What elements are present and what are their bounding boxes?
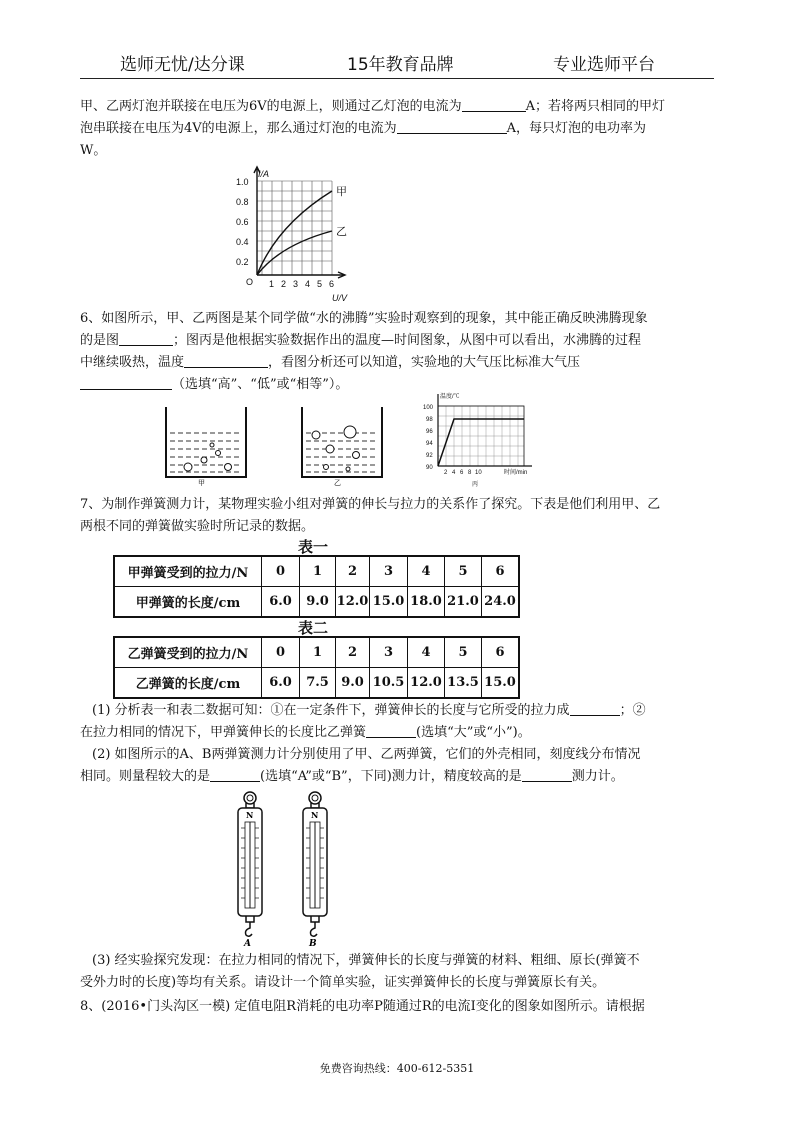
temp-x-tick: 2 <box>444 470 448 476</box>
iu-x-tick: 3 <box>293 279 299 289</box>
temp-x-tick: 8 <box>468 470 472 476</box>
iu-y-tick: 0.6 <box>236 217 249 227</box>
table-cell: 乙弹簧的长度/cm <box>114 668 262 699</box>
table-cell: 12.0 <box>336 587 370 618</box>
table2 <box>113 636 520 699</box>
q7-intro1: 7、为制作弹簧测力计，某物理实验小组对弹簧的伸长与拉力的关系作了探究。下表是他们利用甲、乙 <box>80 497 661 512</box>
table-cell: 4 <box>408 556 445 587</box>
temp-x-tick: 10 <box>475 470 482 476</box>
iu-x-tick: 2 <box>281 279 287 289</box>
iu-origin: O <box>246 277 254 287</box>
temp-y-tick: 100 <box>423 405 434 411</box>
temp-x-tick: 6 <box>460 470 464 476</box>
temp-graph <box>420 386 546 494</box>
curve-label-jia: 甲 <box>336 186 347 198</box>
iu-x-tick: 6 <box>329 279 335 289</box>
table-cell: 3 <box>370 637 408 668</box>
q6-line4: （选填“高”、“低”或“相等”）。 <box>80 374 714 396</box>
iu-y-tick: 1.0 <box>236 177 249 187</box>
spring-scale-a <box>230 788 280 948</box>
table-cell: 0 <box>262 556 300 587</box>
iu-x-tick: 1 <box>269 279 275 289</box>
temp-y-label: 温度/℃ <box>440 394 460 400</box>
q5-line1: 甲、乙两灯泡并联接在电压为6V的电源上，则通过乙灯泡的电流为 A；若将两只相同的甲灯 <box>80 99 666 114</box>
scale-label: B <box>309 939 317 948</box>
temp-x-tick: 4 <box>452 470 456 476</box>
beaker-jia <box>160 405 260 487</box>
table-cell: 6.0 <box>262 587 300 618</box>
iu-y-label: I/A <box>258 169 270 179</box>
iu-y-tick: 0.4 <box>236 237 249 247</box>
table2-caption: 表二 <box>298 619 329 637</box>
q5-line3: W。 <box>80 143 107 158</box>
q5-line2: 泡串联接在电压为4V的电源上，那么通过灯泡的电流为 A，每只灯泡的电功率为 <box>80 121 647 136</box>
scale-unit: N <box>246 810 254 820</box>
table-cell: 9.0 <box>336 668 370 699</box>
q7-intro2: 两根不同的弹簧做实验时所记录的数据。 <box>80 519 315 534</box>
table1 <box>113 555 520 618</box>
table-cell: 1 <box>300 637 336 668</box>
table-row <box>114 668 519 699</box>
beaker-label: 乙 <box>334 479 341 487</box>
table-cell: 15.0 <box>482 668 520 699</box>
table-cell: 5 <box>445 556 482 587</box>
table-cell: 2 <box>336 556 370 587</box>
header-divider <box>80 78 714 79</box>
table-cell: 6 <box>482 637 520 668</box>
iu-y-tick: 0.8 <box>236 197 249 207</box>
q7-part2-line2: 相同。则量程较大的是 (选填“A”或“B”，下同)测力计，精度较高的是 测力计。 <box>80 769 624 784</box>
table-cell: 3 <box>370 556 408 587</box>
table-cell: 4 <box>408 637 445 668</box>
header-center: 15年教育品牌 <box>347 55 454 75</box>
temp-fig-label: 丙 <box>472 482 479 488</box>
table-cell: 24.0 <box>482 587 520 618</box>
iu-graph <box>232 163 362 305</box>
table-cell: 甲弹簧的长度/cm <box>114 587 262 618</box>
table-cell: 9.0 <box>300 587 336 618</box>
table-cell: 7.5 <box>300 668 336 699</box>
table-cell: 15.0 <box>370 587 408 618</box>
table-cell: 18.0 <box>408 587 445 618</box>
q6-line2: 的是图 ；图丙是他根据实验数据作出的温度—时间图象，从图中可以看出，水沸腾的过程 <box>80 333 642 348</box>
q6-line1: 6、如图所示，甲、乙两图是某个同学做“水的沸腾”实验时观察到的现象，其中能正确反映沸腾现象 <box>80 311 648 326</box>
temp-y-tick: 92 <box>426 453 433 459</box>
table-cell: 乙弹簧受到的拉力/N <box>114 637 262 668</box>
temp-y-tick: 98 <box>426 417 433 423</box>
footer-hotline: 免费咨询热线：400-612-5351 <box>319 1062 475 1075</box>
beaker-yi <box>296 405 396 487</box>
beaker-label: 甲 <box>198 479 205 487</box>
scale-label: A <box>244 939 251 948</box>
q7-part1-line2: 在拉力相同的情况下，甲弹簧伸长的长度比乙弹簧 (选填“大”或“小”)。 <box>80 725 531 740</box>
q6-line3: 中继续吸热，温度 ，看图分析还可以知道，实验地的大气压比标准大气压 <box>80 355 581 370</box>
iu-grid <box>257 181 332 275</box>
header-left: 选师无忧/达分课 <box>120 55 245 75</box>
curve-label-yi: 乙 <box>336 226 347 238</box>
q7-part3-line1: (3) 经实验探究发现：在拉力相同的情况下，弹簧伸长的长度与弹簧的材料、粗细、原长(弹簧不 <box>92 953 640 968</box>
table-cell: 6 <box>482 556 520 587</box>
temp-y-tick: 90 <box>426 465 433 471</box>
scale-unit: N <box>311 810 319 820</box>
iu-x-label: U/V <box>332 293 348 303</box>
iu-x-tick: 5 <box>317 279 323 289</box>
q7-part3-line2: 受外力时的长度)等均有关系。请设计一个简单实验，证实弹簧伸长的长度与弹簧原长有关。 <box>80 975 606 990</box>
temp-grid <box>438 406 524 466</box>
table-cell: 12.0 <box>408 668 445 699</box>
table-cell: 2 <box>336 637 370 668</box>
table-row <box>114 637 519 668</box>
iu-y-tick: 0.2 <box>236 257 249 267</box>
table-cell: 13.5 <box>445 668 482 699</box>
table-row <box>114 587 519 618</box>
q7-part1-line1: (1) 分析表一和表二数据可知：①在一定条件下，弹簧伸长的长度与它所受的拉力成 ；② <box>92 703 646 718</box>
spring-scale-b <box>295 788 345 948</box>
table-cell: 1 <box>300 556 336 587</box>
header-right: 专业选师平台 <box>553 55 655 75</box>
table-cell: 甲弹簧受到的拉力/N <box>114 556 262 587</box>
table1-caption: 表一 <box>298 538 329 556</box>
q7-part2-line1: (2) 如图所示的A、B两弹簧测力计分别使用了甲、乙两弹簧，它们的外壳相同，刻度线分布情况 <box>92 747 641 762</box>
temp-y-tick: 96 <box>426 429 433 435</box>
table-cell: 10.5 <box>370 668 408 699</box>
temp-y-tick: 94 <box>426 441 433 447</box>
iu-x-tick: 4 <box>305 279 311 289</box>
q8-line1: 8、(2016•门头沟区一模) 定值电阻R消耗的电功率P随通过R的电流I变化的图象如图所示。请根据 <box>80 999 645 1014</box>
temp-x-label: 时间/min <box>504 470 528 476</box>
table-cell: 21.0 <box>445 587 482 618</box>
table-row <box>114 556 519 587</box>
table-cell: 6.0 <box>262 668 300 699</box>
table-cell: 0 <box>262 637 300 668</box>
table-cell: 5 <box>445 637 482 668</box>
